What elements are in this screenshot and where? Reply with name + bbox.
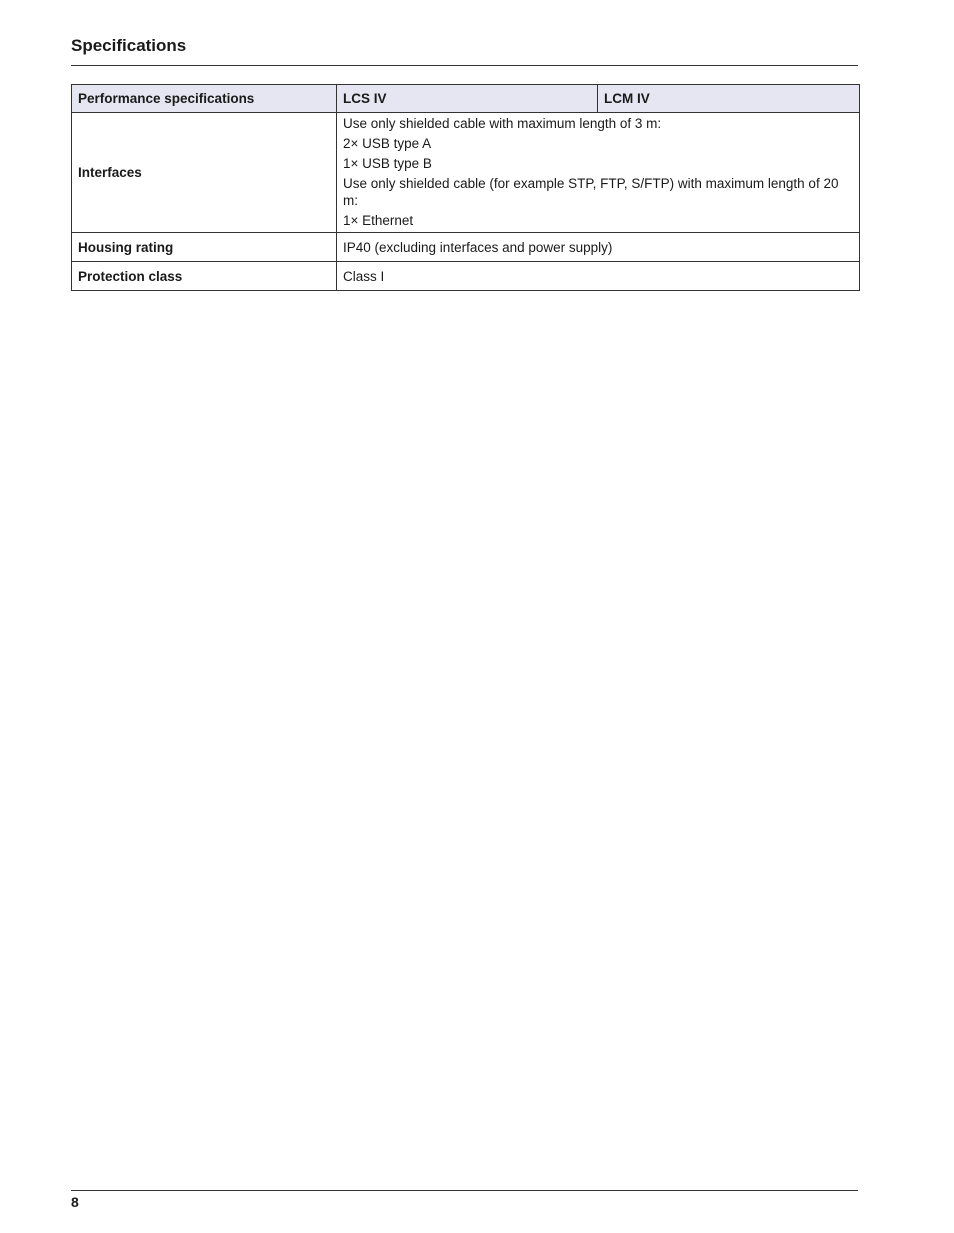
row-label-protection-class: Protection class bbox=[72, 262, 337, 291]
interfaces-line: 1× Ethernet bbox=[343, 213, 414, 228]
footer-divider bbox=[71, 1190, 858, 1191]
column-header-performance-specifications: Performance specifications bbox=[72, 85, 337, 113]
header-divider bbox=[71, 65, 858, 66]
table-row-protection-class bbox=[72, 262, 860, 291]
table-header-row bbox=[72, 85, 860, 113]
interfaces-line: Use only shielded cable with maximum length of 3 m: bbox=[343, 116, 662, 131]
page-number: 8 bbox=[71, 1194, 79, 1210]
row-value-protection-class: Class I bbox=[337, 262, 860, 291]
column-header-lcs-iv: LCS IV bbox=[337, 85, 598, 113]
row-label-interfaces: Interfaces bbox=[72, 113, 337, 233]
table-row-housing-rating bbox=[72, 233, 860, 262]
row-label-housing-rating: Housing rating bbox=[72, 233, 337, 262]
interfaces-line: 2× USB type A bbox=[343, 136, 432, 151]
interfaces-line: Use only shielded cable (for example STP, FTP, S/FTP) with maximum length of 20 m: bbox=[343, 176, 839, 208]
page-title: Specifications bbox=[71, 36, 187, 55]
row-value-housing-rating: IP40 (excluding interfaces and power supply) bbox=[337, 233, 860, 262]
specifications-table bbox=[71, 84, 860, 291]
column-header-lcm-iv: LCM IV bbox=[598, 85, 860, 113]
interfaces-line: 1× USB type B bbox=[343, 156, 432, 171]
table-row-interfaces bbox=[72, 113, 860, 233]
row-value-interfaces bbox=[337, 113, 860, 233]
